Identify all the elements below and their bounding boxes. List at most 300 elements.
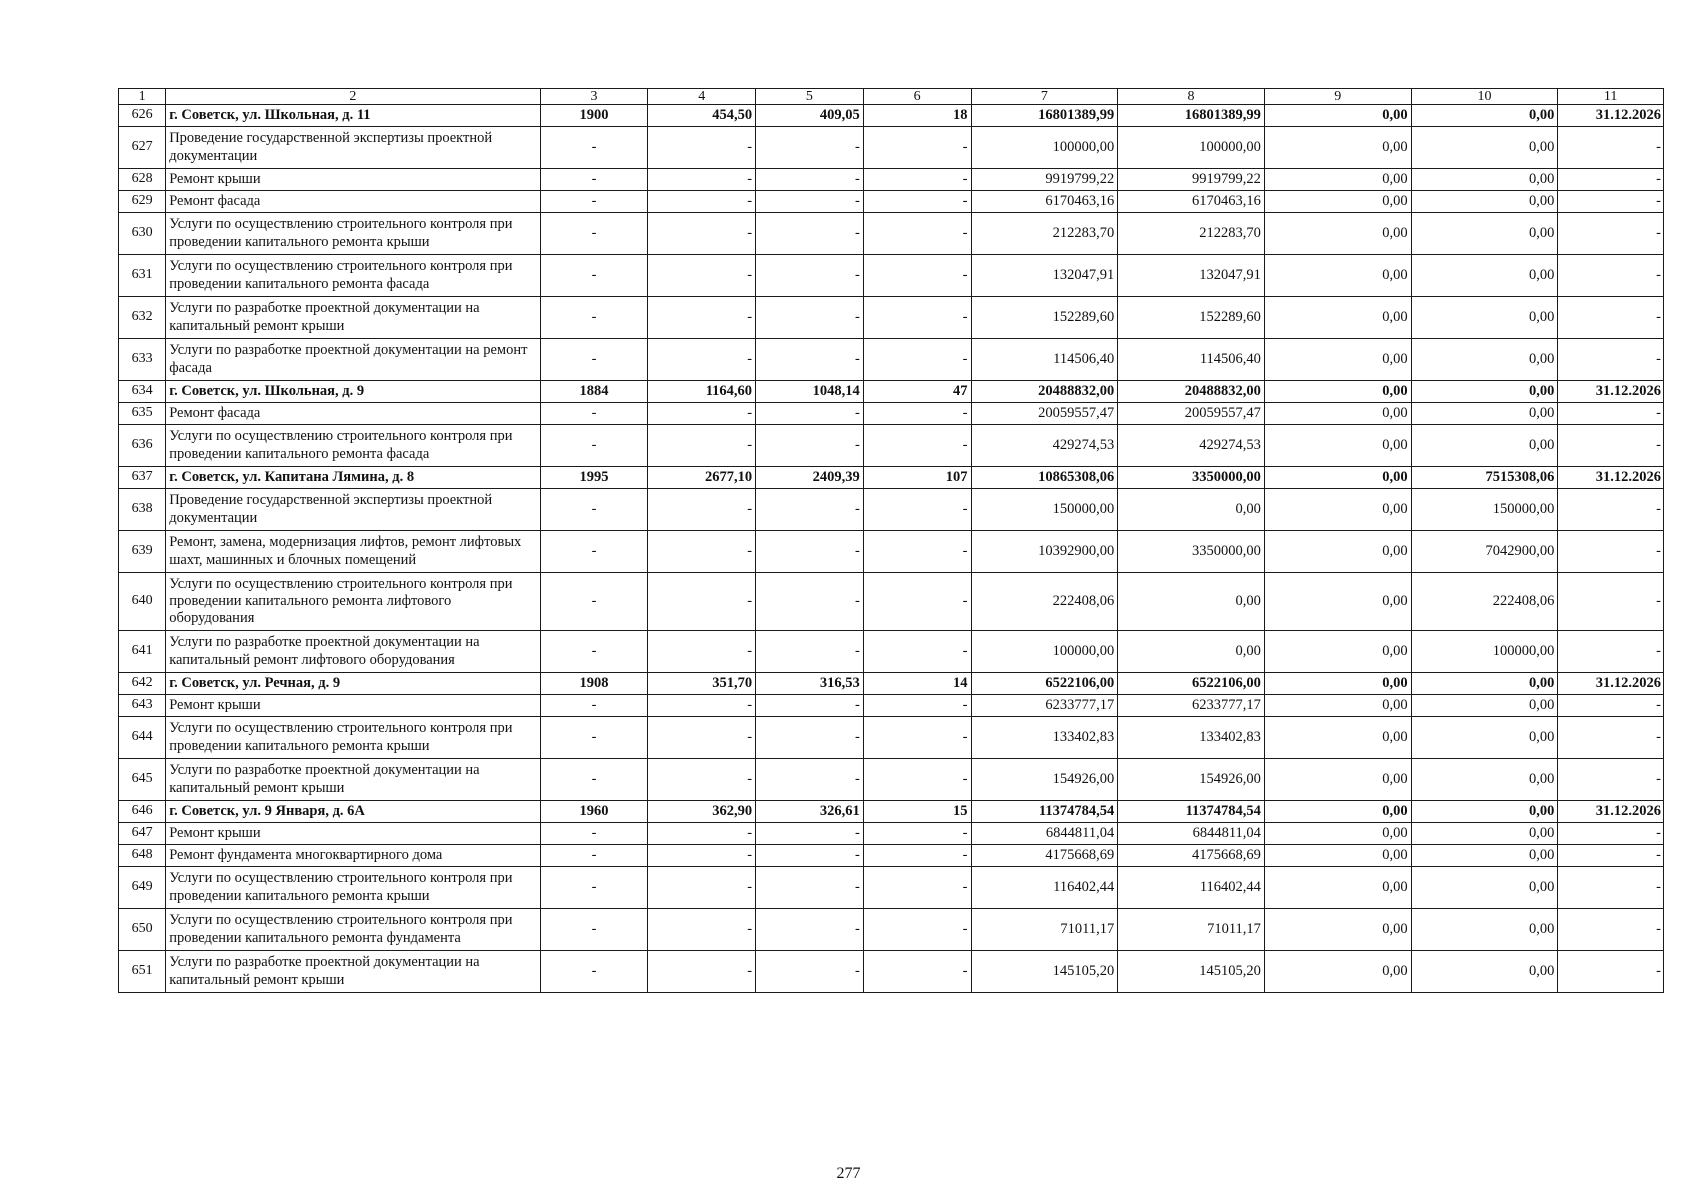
commissioning-year-cell: - xyxy=(540,127,648,169)
column-number-header: 3 xyxy=(540,89,648,105)
commissioning-year-cell: - xyxy=(540,823,648,845)
total-area-cell: - xyxy=(648,951,756,993)
owner-cost-cell: 0,00 xyxy=(1411,213,1558,255)
completion-date-cell: - xyxy=(1558,489,1664,531)
work-item-row xyxy=(119,631,1664,673)
budget-cost-cell: 0,00 xyxy=(1264,105,1411,127)
total-area-cell: - xyxy=(648,127,756,169)
total-cost-cell: 20059557,47 xyxy=(971,403,1118,425)
work-item-row xyxy=(119,403,1664,425)
budget-cost-cell: 0,00 xyxy=(1264,717,1411,759)
total-cost-cell: 6522106,00 xyxy=(971,673,1118,695)
budget-cost-cell: 0,00 xyxy=(1264,573,1411,631)
work-item-row xyxy=(119,213,1664,255)
commissioning-year-cell: 1884 xyxy=(540,381,648,403)
living-area-cell: - xyxy=(756,759,864,801)
total-cost-cell: 152289,60 xyxy=(971,297,1118,339)
fund-cost-cell: 116402,44 xyxy=(1118,867,1265,909)
work-description-cell: Услуги по разработке проектной документации на капитальный ремонт крыши xyxy=(166,951,540,993)
work-description-cell: Ремонт крыши xyxy=(166,169,540,191)
completion-date-cell: - xyxy=(1558,759,1664,801)
budget-cost-cell: 0,00 xyxy=(1264,255,1411,297)
fund-cost-cell: 0,00 xyxy=(1118,489,1265,531)
row-number-cell: 649 xyxy=(119,867,166,909)
work-item-row xyxy=(119,823,1664,845)
work-item-row xyxy=(119,951,1664,993)
completion-date-cell: - xyxy=(1558,951,1664,993)
budget-cost-cell: 0,00 xyxy=(1264,951,1411,993)
total-cost-cell: 429274,53 xyxy=(971,425,1118,467)
total-cost-cell: 145105,20 xyxy=(971,951,1118,993)
total-area-cell: - xyxy=(648,403,756,425)
commissioning-year-cell: - xyxy=(540,403,648,425)
living-area-cell: 326,61 xyxy=(756,801,864,823)
row-number-cell: 640 xyxy=(119,573,166,631)
owner-cost-cell: 0,00 xyxy=(1411,105,1558,127)
budget-cost-cell: 0,00 xyxy=(1264,191,1411,213)
building-address-row xyxy=(119,673,1664,695)
row-number-cell: 635 xyxy=(119,403,166,425)
completion-date-cell: - xyxy=(1558,425,1664,467)
owner-cost-cell: 0,00 xyxy=(1411,909,1558,951)
row-number-cell: 645 xyxy=(119,759,166,801)
owner-cost-cell: 7515308,06 xyxy=(1411,467,1558,489)
work-description-cell: Ремонт фундамента многоквартирного дома xyxy=(166,845,540,867)
fund-cost-cell: 20488832,00 xyxy=(1118,381,1265,403)
owner-cost-cell: 150000,00 xyxy=(1411,489,1558,531)
fund-cost-cell: 4175668,69 xyxy=(1118,845,1265,867)
total-cost-cell: 132047,91 xyxy=(971,255,1118,297)
work-description-cell: Ремонт крыши xyxy=(166,695,540,717)
completion-date-cell: 31.12.2026 xyxy=(1558,105,1664,127)
work-item-row xyxy=(119,489,1664,531)
row-number-cell: 650 xyxy=(119,909,166,951)
fund-cost-cell: 429274,53 xyxy=(1118,425,1265,467)
completion-date-cell: - xyxy=(1558,717,1664,759)
work-description-cell: Услуги по разработке проектной документации на капитальный ремонт лифтового оборудования xyxy=(166,631,540,673)
living-area-cell: - xyxy=(756,489,864,531)
fund-cost-cell: 6844811,04 xyxy=(1118,823,1265,845)
living-area-cell: - xyxy=(756,909,864,951)
column-number-header: 4 xyxy=(648,89,756,105)
completion-date-cell: - xyxy=(1558,403,1664,425)
fund-cost-cell: 3350000,00 xyxy=(1118,531,1265,573)
total-area-cell: 2677,10 xyxy=(648,467,756,489)
owner-cost-cell: 0,00 xyxy=(1411,297,1558,339)
commissioning-year-cell: - xyxy=(540,845,648,867)
total-cost-cell: 114506,40 xyxy=(971,339,1118,381)
completion-date-cell: 31.12.2026 xyxy=(1558,801,1664,823)
row-number-cell: 639 xyxy=(119,531,166,573)
total-cost-cell: 6844811,04 xyxy=(971,823,1118,845)
work-description-cell: Ремонт, замена, модернизация лифтов, ремонт лифтовых шахт, машинных и блочных помещений xyxy=(166,531,540,573)
total-cost-cell: 20488832,00 xyxy=(971,381,1118,403)
living-area-cell: - xyxy=(756,403,864,425)
residents-count-cell: - xyxy=(863,297,971,339)
completion-date-cell: - xyxy=(1558,213,1664,255)
residents-count-cell: - xyxy=(863,573,971,631)
living-area-cell: - xyxy=(756,695,864,717)
commissioning-year-cell: 1960 xyxy=(540,801,648,823)
total-area-cell: - xyxy=(648,169,756,191)
completion-date-cell: - xyxy=(1558,823,1664,845)
work-item-row xyxy=(119,339,1664,381)
total-area-cell: - xyxy=(648,867,756,909)
work-description-cell: Услуги по разработке проектной документации на капитальный ремонт крыши xyxy=(166,759,540,801)
total-cost-cell: 150000,00 xyxy=(971,489,1118,531)
total-cost-cell: 10392900,00 xyxy=(971,531,1118,573)
row-number-cell: 637 xyxy=(119,467,166,489)
building-address-cell: г. Советск, ул. Капитана Лямина, д. 8 xyxy=(166,467,540,489)
total-cost-cell: 6233777,17 xyxy=(971,695,1118,717)
commissioning-year-cell: - xyxy=(540,631,648,673)
commissioning-year-cell: - xyxy=(540,339,648,381)
work-item-row xyxy=(119,425,1664,467)
owner-cost-cell: 0,00 xyxy=(1411,191,1558,213)
row-number-cell: 629 xyxy=(119,191,166,213)
owner-cost-cell: 0,00 xyxy=(1411,867,1558,909)
completion-date-cell: - xyxy=(1558,169,1664,191)
completion-date-cell: 31.12.2026 xyxy=(1558,381,1664,403)
budget-cost-cell: 0,00 xyxy=(1264,531,1411,573)
row-number-cell: 626 xyxy=(119,105,166,127)
total-cost-cell: 133402,83 xyxy=(971,717,1118,759)
living-area-cell: - xyxy=(756,951,864,993)
total-area-cell: - xyxy=(648,425,756,467)
commissioning-year-cell: 1908 xyxy=(540,673,648,695)
total-area-cell: - xyxy=(648,845,756,867)
commissioning-year-cell: - xyxy=(540,213,648,255)
total-cost-cell: 16801389,99 xyxy=(971,105,1118,127)
residents-count-cell: - xyxy=(863,403,971,425)
living-area-cell: - xyxy=(756,531,864,573)
total-area-cell: - xyxy=(648,695,756,717)
fund-cost-cell: 152289,60 xyxy=(1118,297,1265,339)
total-cost-cell: 11374784,54 xyxy=(971,801,1118,823)
column-number-header: 6 xyxy=(863,89,971,105)
living-area-cell: - xyxy=(756,823,864,845)
work-description-cell: Услуги по разработке проектной документации на капитальный ремонт крыши xyxy=(166,297,540,339)
residents-count-cell: 18 xyxy=(863,105,971,127)
total-cost-cell: 116402,44 xyxy=(971,867,1118,909)
column-number-header: 7 xyxy=(971,89,1118,105)
building-address-row xyxy=(119,105,1664,127)
work-item-row xyxy=(119,191,1664,213)
completion-date-cell: - xyxy=(1558,695,1664,717)
residents-count-cell: - xyxy=(863,531,971,573)
residents-count-cell: - xyxy=(863,191,971,213)
work-description-cell: Ремонт фасада xyxy=(166,403,540,425)
row-number-cell: 638 xyxy=(119,489,166,531)
row-number-cell: 627 xyxy=(119,127,166,169)
residents-count-cell: - xyxy=(863,489,971,531)
budget-cost-cell: 0,00 xyxy=(1264,489,1411,531)
owner-cost-cell: 0,00 xyxy=(1411,695,1558,717)
commissioning-year-cell: - xyxy=(540,759,648,801)
work-description-cell: Ремонт фасада xyxy=(166,191,540,213)
work-description-cell: Ремонт крыши xyxy=(166,823,540,845)
budget-cost-cell: 0,00 xyxy=(1264,381,1411,403)
residents-count-cell: 15 xyxy=(863,801,971,823)
residents-count-cell: - xyxy=(863,951,971,993)
owner-cost-cell: 0,00 xyxy=(1411,403,1558,425)
completion-date-cell: - xyxy=(1558,339,1664,381)
work-item-row xyxy=(119,845,1664,867)
budget-cost-cell: 0,00 xyxy=(1264,339,1411,381)
row-number-cell: 644 xyxy=(119,717,166,759)
completion-date-cell: 31.12.2026 xyxy=(1558,673,1664,695)
building-address-row xyxy=(119,381,1664,403)
work-item-row xyxy=(119,127,1664,169)
residents-count-cell: - xyxy=(863,169,971,191)
commissioning-year-cell: - xyxy=(540,531,648,573)
work-item-row xyxy=(119,531,1664,573)
completion-date-cell: - xyxy=(1558,631,1664,673)
total-cost-cell: 222408,06 xyxy=(971,573,1118,631)
living-area-cell: - xyxy=(756,573,864,631)
total-cost-cell: 212283,70 xyxy=(971,213,1118,255)
residents-count-cell: 47 xyxy=(863,381,971,403)
commissioning-year-cell: - xyxy=(540,425,648,467)
work-item-row xyxy=(119,573,1664,631)
commissioning-year-cell: - xyxy=(540,489,648,531)
total-cost-cell: 10865308,06 xyxy=(971,467,1118,489)
total-cost-cell: 6170463,16 xyxy=(971,191,1118,213)
living-area-cell: 409,05 xyxy=(756,105,864,127)
building-address-cell: г. Советск, ул. 9 Января, д. 6А xyxy=(166,801,540,823)
fund-cost-cell: 0,00 xyxy=(1118,631,1265,673)
row-number-cell: 632 xyxy=(119,297,166,339)
total-area-cell: - xyxy=(648,759,756,801)
living-area-cell: 316,53 xyxy=(756,673,864,695)
residents-count-cell: - xyxy=(863,127,971,169)
fund-cost-cell: 3350000,00 xyxy=(1118,467,1265,489)
column-number-header: 5 xyxy=(756,89,864,105)
commissioning-year-cell: - xyxy=(540,573,648,631)
total-area-cell: 1164,60 xyxy=(648,381,756,403)
row-number-cell: 647 xyxy=(119,823,166,845)
total-area-cell: - xyxy=(648,631,756,673)
residents-count-cell: 107 xyxy=(863,467,971,489)
commissioning-year-cell: - xyxy=(540,169,648,191)
owner-cost-cell: 100000,00 xyxy=(1411,631,1558,673)
row-number-cell: 643 xyxy=(119,695,166,717)
owner-cost-cell: 0,00 xyxy=(1411,717,1558,759)
row-number-cell: 636 xyxy=(119,425,166,467)
work-item-row xyxy=(119,695,1664,717)
work-item-row xyxy=(119,717,1664,759)
budget-cost-cell: 0,00 xyxy=(1264,297,1411,339)
work-description-cell: Проведение государственной экспертизы проектной документации xyxy=(166,127,540,169)
residents-count-cell: - xyxy=(863,255,971,297)
budget-cost-cell: 0,00 xyxy=(1264,801,1411,823)
budget-cost-cell: 0,00 xyxy=(1264,823,1411,845)
fund-cost-cell: 11374784,54 xyxy=(1118,801,1265,823)
fund-cost-cell: 20059557,47 xyxy=(1118,403,1265,425)
row-number-cell: 651 xyxy=(119,951,166,993)
fund-cost-cell: 114506,40 xyxy=(1118,339,1265,381)
commissioning-year-cell: - xyxy=(540,909,648,951)
fund-cost-cell: 212283,70 xyxy=(1118,213,1265,255)
total-area-cell: 454,50 xyxy=(648,105,756,127)
row-number-cell: 633 xyxy=(119,339,166,381)
fund-cost-cell: 6170463,16 xyxy=(1118,191,1265,213)
owner-cost-cell: 0,00 xyxy=(1411,823,1558,845)
residents-count-cell: - xyxy=(863,425,971,467)
owner-cost-cell: 0,00 xyxy=(1411,673,1558,695)
owner-cost-cell: 0,00 xyxy=(1411,381,1558,403)
budget-cost-cell: 0,00 xyxy=(1264,403,1411,425)
commissioning-year-cell: 1995 xyxy=(540,467,648,489)
column-number-header: 8 xyxy=(1118,89,1265,105)
building-address-row xyxy=(119,801,1664,823)
commissioning-year-cell: 1900 xyxy=(540,105,648,127)
completion-date-cell: - xyxy=(1558,531,1664,573)
budget-cost-cell: 0,00 xyxy=(1264,213,1411,255)
total-area-cell: - xyxy=(648,531,756,573)
living-area-cell: - xyxy=(756,867,864,909)
fund-cost-cell: 132047,91 xyxy=(1118,255,1265,297)
budget-cost-cell: 0,00 xyxy=(1264,467,1411,489)
residents-count-cell: - xyxy=(863,867,971,909)
fund-cost-cell: 154926,00 xyxy=(1118,759,1265,801)
total-area-cell: 362,90 xyxy=(648,801,756,823)
residents-count-cell: - xyxy=(863,823,971,845)
work-item-row xyxy=(119,759,1664,801)
completion-date-cell: - xyxy=(1558,255,1664,297)
row-number-cell: 631 xyxy=(119,255,166,297)
column-number-header: 9 xyxy=(1264,89,1411,105)
work-description-cell: Проведение государственной экспертизы проектной документации xyxy=(166,489,540,531)
residents-count-cell: - xyxy=(863,845,971,867)
budget-cost-cell: 0,00 xyxy=(1264,867,1411,909)
total-area-cell: - xyxy=(648,489,756,531)
fund-cost-cell: 9919799,22 xyxy=(1118,169,1265,191)
fund-cost-cell: 6522106,00 xyxy=(1118,673,1265,695)
work-description-cell: Услуги по осуществлению строительного контроля при проведении капитального ремонта лифтового оборудования xyxy=(166,573,540,631)
fund-cost-cell: 6233777,17 xyxy=(1118,695,1265,717)
owner-cost-cell: 222408,06 xyxy=(1411,573,1558,631)
work-description-cell: Услуги по осуществлению строительного контроля при проведении капитального ремонта крыши xyxy=(166,213,540,255)
budget-cost-cell: 0,00 xyxy=(1264,845,1411,867)
repair-program-table xyxy=(118,88,1664,993)
completion-date-cell: - xyxy=(1558,191,1664,213)
living-area-cell: - xyxy=(756,255,864,297)
commissioning-year-cell: - xyxy=(540,867,648,909)
work-item-row xyxy=(119,169,1664,191)
completion-date-cell: 31.12.2026 xyxy=(1558,467,1664,489)
total-area-cell: - xyxy=(648,213,756,255)
commissioning-year-cell: - xyxy=(540,695,648,717)
total-cost-cell: 100000,00 xyxy=(971,631,1118,673)
commissioning-year-cell: - xyxy=(540,191,648,213)
table-body xyxy=(119,89,1664,993)
row-number-cell: 641 xyxy=(119,631,166,673)
work-description-cell: Услуги по осуществлению строительного контроля при проведении капитального ремонта фундамента xyxy=(166,909,540,951)
page-number: 277 xyxy=(836,1165,861,1182)
work-description-cell: Услуги по разработке проектной документации на ремонт фасада xyxy=(166,339,540,381)
living-area-cell: - xyxy=(756,213,864,255)
work-description-cell: Услуги по осуществлению строительного контроля при проведении капитального ремонта крыши xyxy=(166,867,540,909)
fund-cost-cell: 133402,83 xyxy=(1118,717,1265,759)
completion-date-cell: - xyxy=(1558,573,1664,631)
residents-count-cell: - xyxy=(863,695,971,717)
residents-count-cell: - xyxy=(863,631,971,673)
owner-cost-cell: 7042900,00 xyxy=(1411,531,1558,573)
work-item-row xyxy=(119,909,1664,951)
building-address-row xyxy=(119,467,1664,489)
total-cost-cell: 100000,00 xyxy=(971,127,1118,169)
total-area-cell: - xyxy=(648,823,756,845)
total-area-cell: - xyxy=(648,717,756,759)
total-cost-cell: 9919799,22 xyxy=(971,169,1118,191)
fund-cost-cell: 145105,20 xyxy=(1118,951,1265,993)
living-area-cell: - xyxy=(756,845,864,867)
owner-cost-cell: 0,00 xyxy=(1411,127,1558,169)
commissioning-year-cell: - xyxy=(540,717,648,759)
column-number-header: 1 xyxy=(119,89,166,105)
building-address-cell: г. Советск, ул. Школьная, д. 9 xyxy=(166,381,540,403)
completion-date-cell: - xyxy=(1558,127,1664,169)
owner-cost-cell: 0,00 xyxy=(1411,845,1558,867)
completion-date-cell: - xyxy=(1558,867,1664,909)
living-area-cell: - xyxy=(756,339,864,381)
owner-cost-cell: 0,00 xyxy=(1411,425,1558,467)
budget-cost-cell: 0,00 xyxy=(1264,695,1411,717)
fund-cost-cell: 100000,00 xyxy=(1118,127,1265,169)
budget-cost-cell: 0,00 xyxy=(1264,631,1411,673)
total-area-cell: - xyxy=(648,339,756,381)
living-area-cell: - xyxy=(756,127,864,169)
residents-count-cell: - xyxy=(863,213,971,255)
living-area-cell: 2409,39 xyxy=(756,467,864,489)
column-number-header: 2 xyxy=(166,89,540,105)
living-area-cell: 1048,14 xyxy=(756,381,864,403)
building-address-cell: г. Советск, ул. Речная, д. 9 xyxy=(166,673,540,695)
fund-cost-cell: 16801389,99 xyxy=(1118,105,1265,127)
residents-count-cell: - xyxy=(863,759,971,801)
budget-cost-cell: 0,00 xyxy=(1264,673,1411,695)
total-cost-cell: 154926,00 xyxy=(971,759,1118,801)
commissioning-year-cell: - xyxy=(540,951,648,993)
row-number-cell: 642 xyxy=(119,673,166,695)
row-number-cell: 634 xyxy=(119,381,166,403)
budget-cost-cell: 0,00 xyxy=(1264,909,1411,951)
living-area-cell: - xyxy=(756,169,864,191)
row-number-cell: 648 xyxy=(119,845,166,867)
total-area-cell: - xyxy=(648,297,756,339)
owner-cost-cell: 0,00 xyxy=(1411,759,1558,801)
living-area-cell: - xyxy=(756,191,864,213)
owner-cost-cell: 0,00 xyxy=(1411,255,1558,297)
fund-cost-cell: 71011,17 xyxy=(1118,909,1265,951)
owner-cost-cell: 0,00 xyxy=(1411,801,1558,823)
row-number-cell: 646 xyxy=(119,801,166,823)
fund-cost-cell: 0,00 xyxy=(1118,573,1265,631)
column-number-row xyxy=(119,89,1664,105)
column-number-header: 10 xyxy=(1411,89,1558,105)
building-address-cell: г. Советск, ул. Школьная, д. 11 xyxy=(166,105,540,127)
column-number-header: 11 xyxy=(1558,89,1664,105)
owner-cost-cell: 0,00 xyxy=(1411,951,1558,993)
living-area-cell: - xyxy=(756,717,864,759)
work-item-row xyxy=(119,255,1664,297)
residents-count-cell: - xyxy=(863,339,971,381)
row-number-cell: 628 xyxy=(119,169,166,191)
living-area-cell: - xyxy=(756,297,864,339)
owner-cost-cell: 0,00 xyxy=(1411,169,1558,191)
residents-count-cell: 14 xyxy=(863,673,971,695)
